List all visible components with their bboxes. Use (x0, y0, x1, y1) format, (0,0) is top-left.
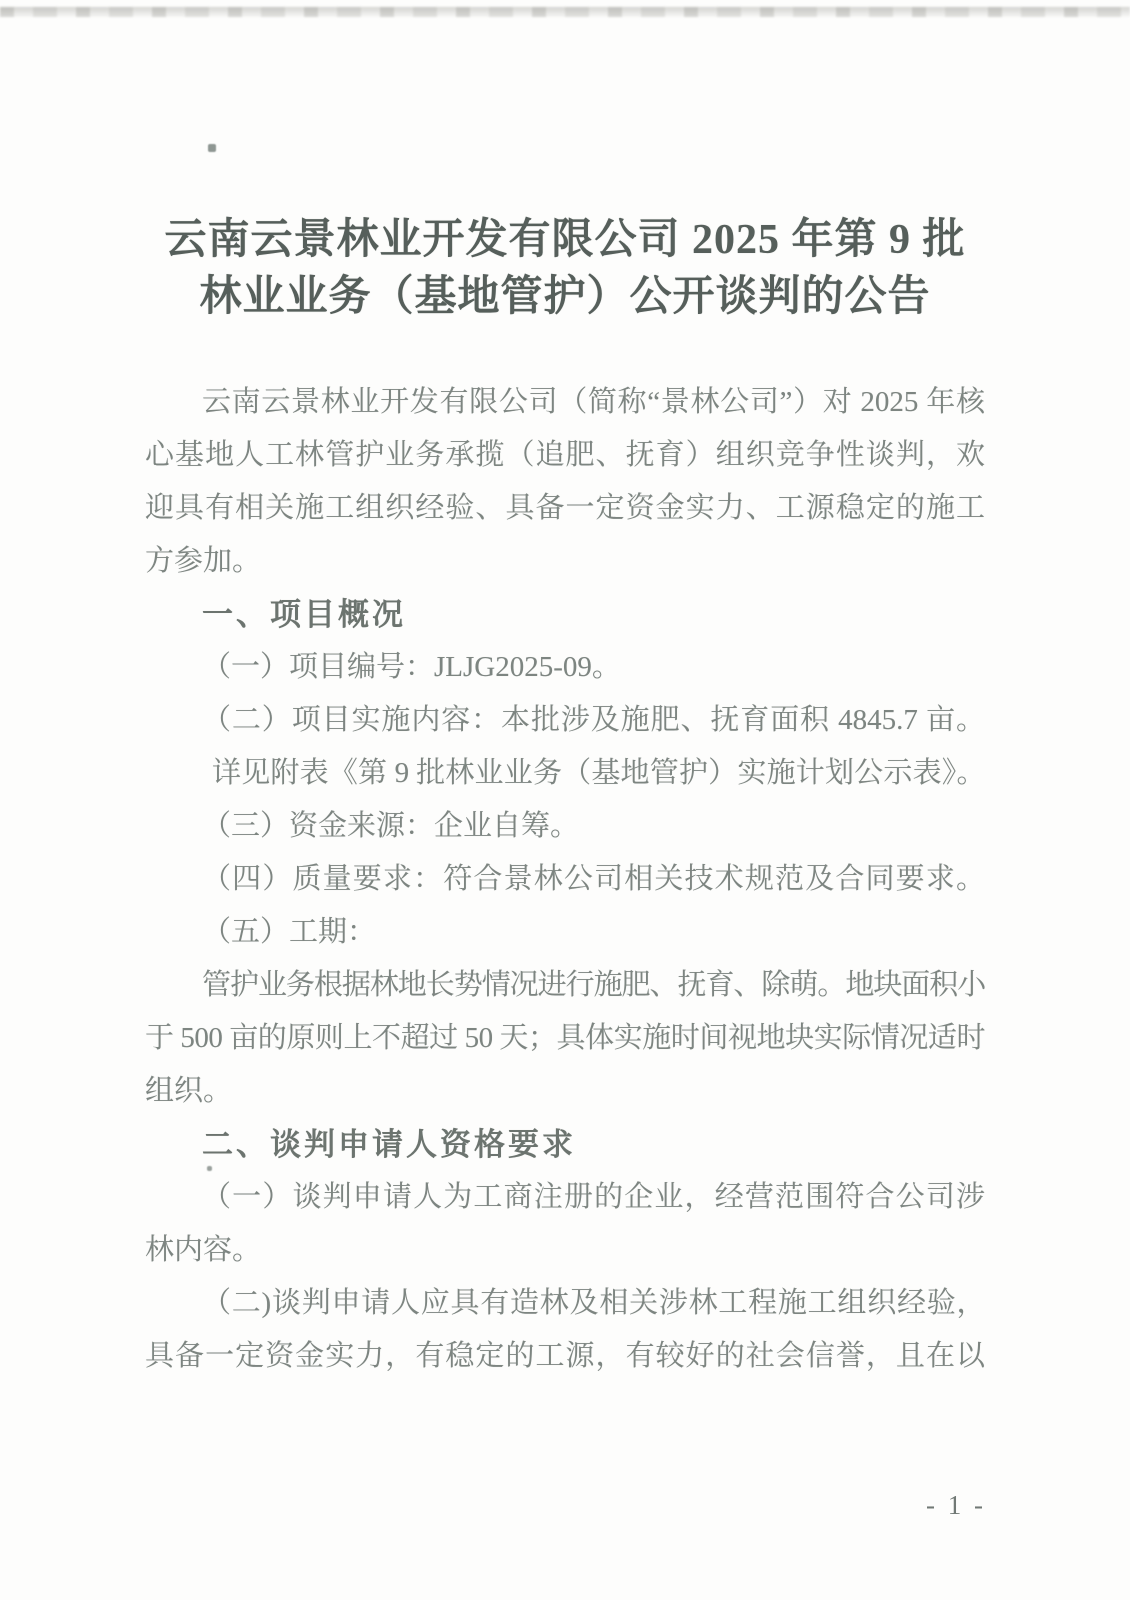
intro-line: 心基地人工林管护业务承揽（追肥、抚育）组织竞争性谈判，欢 (145, 439, 985, 471)
document-title (0, 212, 1130, 326)
section1-item-line: （五）工期： (202, 916, 377, 948)
page-number: - 1 - (926, 1490, 986, 1520)
section1-item-line: （四）质量要求：符合景林公司相关技术规范及合同要求。 (202, 863, 985, 895)
intro-line: 迎具有相关施工组织经验、具备一定资金实力、工源稳定的施工 (145, 492, 985, 524)
section2-item-line: 具备一定资金实力，有稳定的工源，有较好的社会信誉，且在以 (145, 1340, 985, 1372)
section1-item-line: （一）项目编号：JLJG2025-09。 (202, 651, 621, 683)
section1-paragraph-line: 于 500 亩的原则上不超过 50 天；具体实施时间视地块实际情况适时 (145, 1022, 985, 1054)
section1-item-line: （二）项目实施内容：本批涉及施肥、抚育面积 4845.7 亩。 (202, 704, 985, 736)
section1-item-line: 详见附表《第 9 批林业业务（基地管护）实施计划公示表》。 (212, 757, 985, 789)
section1-paragraph-line: 管护业务根据林地长势情况进行施肥、抚育、除萌。地块面积小 (202, 969, 985, 1001)
section2-item-line: （一）谈判申请人为工商注册的企业，经营范围符合公司涉 (202, 1181, 985, 1213)
scan-speck (208, 144, 216, 152)
section1-item-line: （三）资金来源：企业自筹。 (202, 810, 580, 842)
section2-item-line: （二)谈判申请人应具有造林及相关涉林工程施工组织经验， (202, 1287, 985, 1319)
section2-item-line: 林内容。 (145, 1234, 262, 1266)
intro-line: 云南云景林业开发有限公司（简称“景林公司”）对 2025 年核 (202, 386, 985, 418)
title-line-1: 云南云景林业开发有限公司 2025 年第 9 批 (164, 217, 966, 263)
scan-artifact-top-edge (0, 7, 1130, 17)
section1-paragraph-line: 组织。 (145, 1075, 233, 1107)
section1-heading: 一、项目概况 (202, 597, 406, 632)
title-line-2: 林业业务（基地管护）公开谈判的公告 (199, 274, 931, 320)
document-body (145, 376, 985, 1383)
intro-line: 方参加。 (145, 545, 262, 577)
section2-heading: 二、谈判申请人资格要求 (202, 1127, 576, 1162)
